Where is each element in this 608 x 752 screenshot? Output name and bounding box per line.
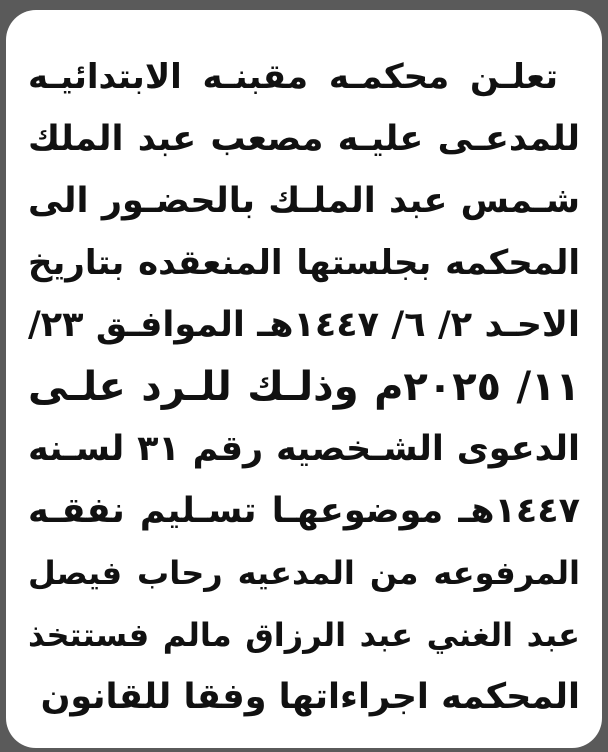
notice-line-4: المحكمه بجلستها المنعقده بتاريخ (28, 243, 580, 283)
notice-line-2: للمدعـى عليـه مصعب عبد الملك (28, 119, 580, 159)
notice-line-1: تعلـن محكمـه مقبنـه الابتدائيـه (28, 57, 558, 97)
notice-line-9: المرفوعه من المدعيه رحاب فيصل (28, 554, 580, 592)
notice-line-3: شـمس عبد الملـك بالحضـور الى (28, 181, 580, 221)
notice-line-11: المحكمه اجراءاتها وفقا للقانون (40, 677, 580, 717)
court-notice-text (28, 46, 580, 728)
notice-line-5: الاحـد ٢/ ٦/ ١٤٤٧هـ الموافـق ٢٣/ (28, 305, 580, 345)
notice-line-6: ١١/ ٢٠٢٥م وذلـك للـرد علـى (28, 364, 580, 410)
notice-card (6, 10, 602, 748)
notice-line-10: عبد الغني عبد الرزاق مالم فستتخذ (28, 616, 580, 654)
notice-line-8: ١٤٤٧هـ موضوعهـا تسـليم نفقـه (28, 491, 580, 531)
notice-line-7: الدعوى الشـخصيه رقم ٣١ لسـنه (28, 429, 581, 469)
